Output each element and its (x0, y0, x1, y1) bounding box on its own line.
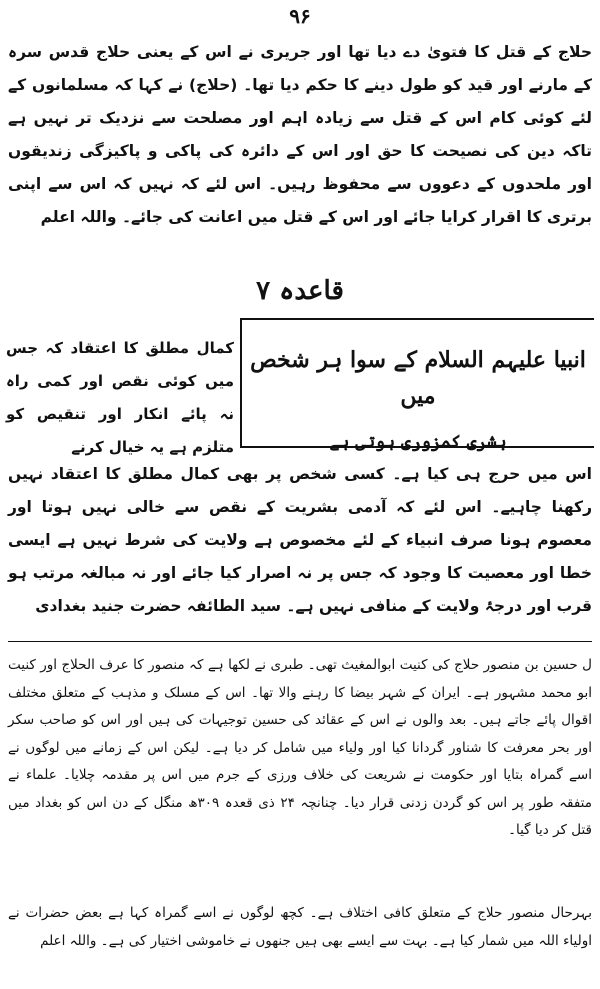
rule-heading: قاعدہ ۷ (256, 276, 344, 306)
main-paragraph-1: حلاج کے قتل کا فتویٰ دے دیا تھا اور جریری نے اس کے یعنی حلاج قدس سرہ کے مارنے اور قید کو طول دینے کا حکم دیا تھا۔ (حلاج) نے کہا کہ مسلمانوں کے لئے کوئی کام اس کے قتل سے زیادہ اہم اور مصلحت سے نزدیک تر نہیں ہے تاکہ دین کی نصیحت کا حق اور اس کے دائرہ کی پاکی و پاکیزگی زندیقوں اور ملحدوں کے دعووں سے محفوظ رہیں۔ اس لئے کہ نہیں کہ اس سے اپنی برتری کا اقرار کرایا جائے اور اس کے قتل میں اعانت کی جائے۔ واللہ اعلم (8, 43, 592, 226)
footnote-1: ل حسین بن منصور حلاج کی کنیت ابوالمغیث تھی۔ طبری نے لکھا ہے کہ منصور کا عرف الحلاج اور کنیت ابو محمد مشہور ہے۔ ایران کے شہر بیضا کا رہنے والا تھا۔ اس کے مسلک و مذہب کے متعلق مختلف اقوال پائے جاتے ہیں۔ بعد والوں نے اس کے عقائد کی حسین توجیہات کی ہیں اور اس کو صاحب سکر اور بحر معرفت کا شناور گردانا کیا اور ولیاء میں شامل کر دیا ہے۔ لیکن اس کے زمانے میں لوگوں نے اسے گمراہ بتایا اور حکومت نے شریعت کی خلاف ورزی کے جرم میں اس پر مقدمہ چلایا۔ علماء نے متفقہ طور پر اس کو گردن زدنی قرار دیا۔ چنانچہ ۲۴ ذی قعدہ ۳۰۹ھ منگل کے دن اس کو بغداد میں قتل کر دیا گیا۔ (8, 657, 592, 838)
rule-side-text: کمال مطلق کا اعتقاد کہ جس میں کوئی نقص اور کمی راہ نہ پائے انکار اور تنقیص کو متلزم ہے یہ خیال کرنے (6, 339, 234, 456)
main-paragraph-2: اس میں حرج ہی کیا ہے۔ کسی شخص پر بھی کمال مطلق کا اعتقاد نہیں رکھنا چاہیے۔ اس لئے کہ آدمی بشریت کے نقص سے خالی نہیں ہوتا اور معصوم ہونا صرف انبیاء کے لئے مخصوص ہے ولایت کی شرط نہیں ہے ایسی خطا اور معصیت کا وجود کہ جس پر نہ اصرار کیا جائے اور نہ مبالغہ مرتب ہو قرب اور درجۂ ولایت کے منافی نہیں ہے۔ سید الطائفہ حضرت جنید بغدادی (8, 465, 592, 615)
page-number: ۹۶ (289, 4, 311, 28)
footnote-separator (8, 641, 592, 642)
rule-subtitle: بشری کمزوری ہوتی ہے (329, 432, 507, 452)
rule-title-box (240, 318, 594, 452)
rule-title: انبیا علیہم السلام کے سوا ہر شخص میں (250, 347, 586, 409)
footnote-2: بہرحال منصور حلاج کے متعلق کافی اختلاف ہے۔ کچھ لوگوں نے اسے گمراہ کہا ہے بعض حضرات نے اولیاء اللہ میں شمار کیا ہے۔ بہت سے ایسے بھی ہیں جنھوں نے خاموشی اختیار کی ہے۔ واللہ اعلم (8, 905, 592, 949)
